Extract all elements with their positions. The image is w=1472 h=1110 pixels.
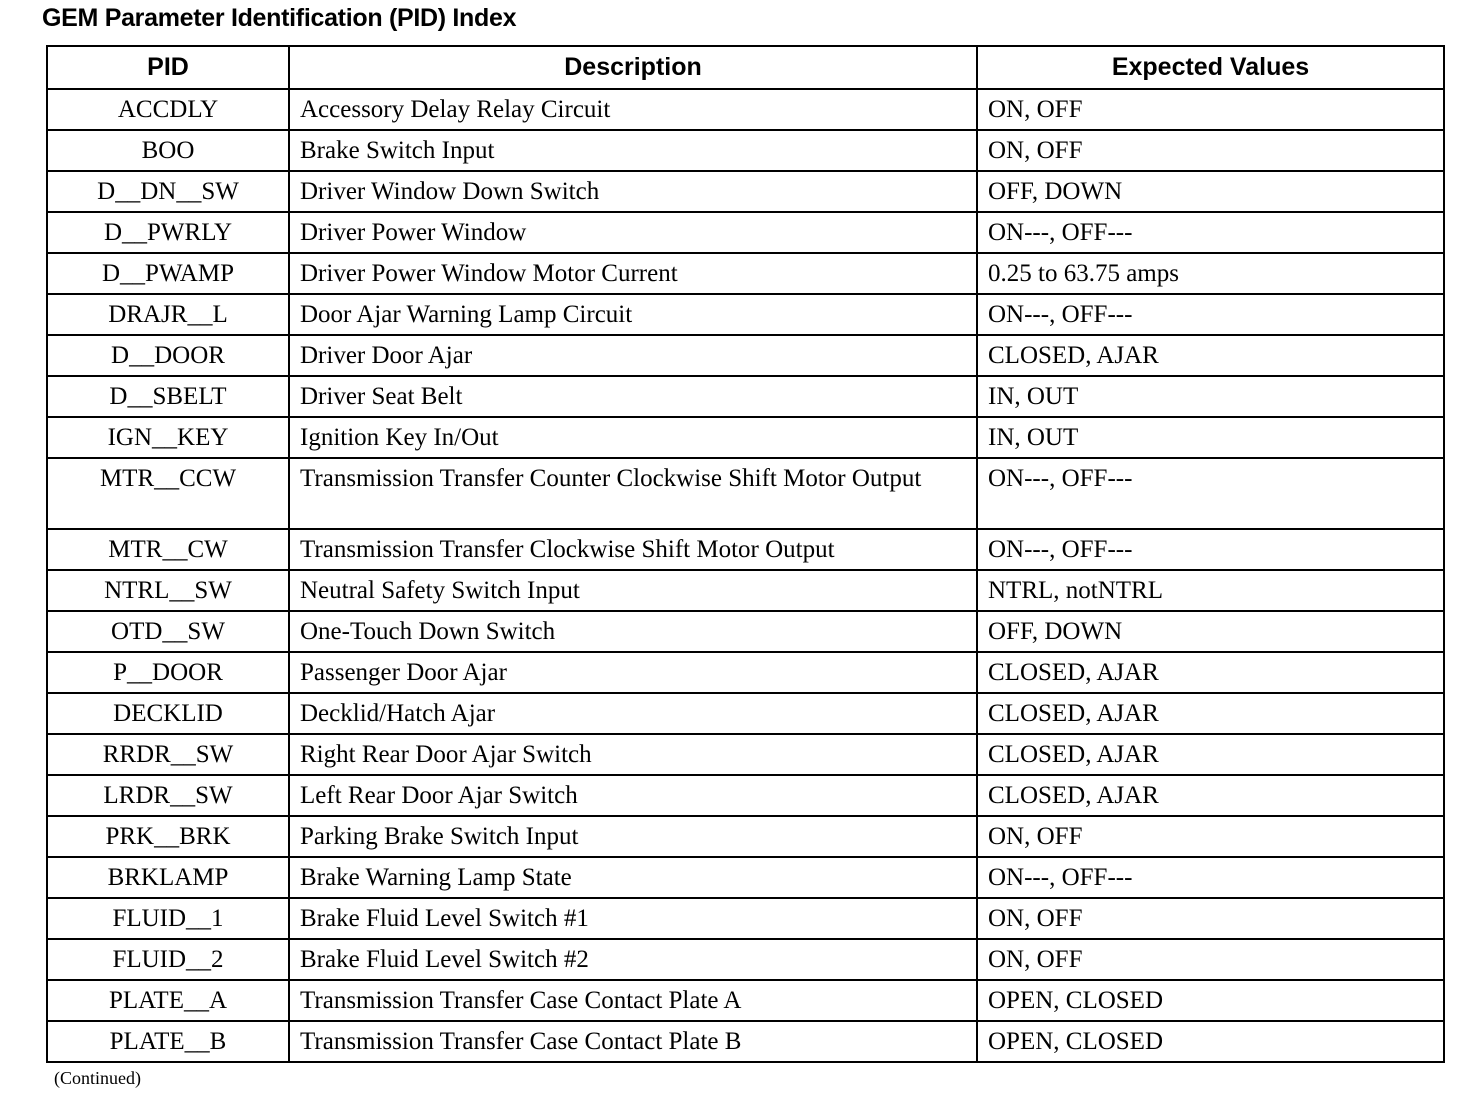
- table-row: [47, 775, 1444, 816]
- continued-note: (Continued): [54, 1068, 141, 1088]
- table-row: [47, 693, 1444, 734]
- pid-cell: OTD__SW: [47, 611, 289, 652]
- description-cell: Brake Fluid Level Switch #1: [289, 898, 977, 939]
- table-row: [47, 898, 1444, 939]
- expected-values-cell: ON---, OFF---: [977, 212, 1444, 253]
- pid-cell: P__DOOR: [47, 652, 289, 693]
- pid-cell: PRK__BRK: [47, 816, 289, 857]
- table-row: [47, 212, 1444, 253]
- pid-cell: PLATE__A: [47, 980, 289, 1021]
- table-header-row: [47, 46, 1444, 89]
- pid-cell: D__DOOR: [47, 335, 289, 376]
- expected-values-cell: ON, OFF: [977, 130, 1444, 171]
- column-header-expected-values: Expected Values: [977, 46, 1444, 89]
- table-row: [47, 939, 1444, 980]
- pid-cell: BRKLAMP: [47, 857, 289, 898]
- expected-values-cell: NTRL, notNTRL: [977, 570, 1444, 611]
- description-cell: Right Rear Door Ajar Switch: [289, 734, 977, 775]
- description-cell: Driver Window Down Switch: [289, 171, 977, 212]
- pid-cell: D__SBELT: [47, 376, 289, 417]
- pid-cell: RRDR__SW: [47, 734, 289, 775]
- pid-cell: NTRL__SW: [47, 570, 289, 611]
- pid-cell: ACCDLY: [47, 89, 289, 130]
- expected-values-cell: ON, OFF: [977, 898, 1444, 939]
- table-row: [47, 417, 1444, 458]
- description-cell: Ignition Key In/Out: [289, 417, 977, 458]
- pid-cell: DRAJR__L: [47, 294, 289, 335]
- description-cell: Neutral Safety Switch Input: [289, 570, 977, 611]
- description-cell: Brake Warning Lamp State: [289, 857, 977, 898]
- pid-cell: D__PWAMP: [47, 253, 289, 294]
- table-row: [47, 816, 1444, 857]
- description-cell: Door Ajar Warning Lamp Circuit: [289, 294, 977, 335]
- expected-values-cell: ON---, OFF---: [977, 458, 1444, 529]
- table-row: [47, 294, 1444, 335]
- column-header-description: Description: [289, 46, 977, 89]
- expected-values-cell: CLOSED, AJAR: [977, 775, 1444, 816]
- table-row: [47, 376, 1444, 417]
- description-cell: Passenger Door Ajar: [289, 652, 977, 693]
- expected-values-cell: IN, OUT: [977, 376, 1444, 417]
- page-title: GEM Parameter Identification (PID) Index: [42, 4, 517, 32]
- expected-values-cell: OFF, DOWN: [977, 171, 1444, 212]
- table-row: [47, 89, 1444, 130]
- description-cell: Driver Door Ajar: [289, 335, 977, 376]
- pid-cell: DECKLID: [47, 693, 289, 734]
- pid-cell: MTR__CW: [47, 529, 289, 570]
- table-row: [47, 570, 1444, 611]
- table-row: [47, 130, 1444, 171]
- expected-values-cell: 0.25 to 63.75 amps: [977, 253, 1444, 294]
- description-cell: Parking Brake Switch Input: [289, 816, 977, 857]
- pid-cell: LRDR__SW: [47, 775, 289, 816]
- expected-values-cell: ON, OFF: [977, 939, 1444, 980]
- description-cell: Decklid/Hatch Ajar: [289, 693, 977, 734]
- pid-cell: PLATE__B: [47, 1021, 289, 1062]
- expected-values-cell: ON---, OFF---: [977, 529, 1444, 570]
- table-row: [47, 652, 1444, 693]
- description-cell: Brake Fluid Level Switch #2: [289, 939, 977, 980]
- expected-values-cell: CLOSED, AJAR: [977, 693, 1444, 734]
- table-row: [47, 980, 1444, 1021]
- table-row: [47, 335, 1444, 376]
- pid-cell: MTR__CCW: [47, 458, 289, 529]
- pid-cell: FLUID__1: [47, 898, 289, 939]
- description-cell: Driver Power Window Motor Current: [289, 253, 977, 294]
- table-row: [47, 611, 1444, 652]
- description-cell: Left Rear Door Ajar Switch: [289, 775, 977, 816]
- expected-values-cell: ON, OFF: [977, 89, 1444, 130]
- expected-values-cell: ON---, OFF---: [977, 294, 1444, 335]
- description-cell: One-Touch Down Switch: [289, 611, 977, 652]
- expected-values-cell: IN, OUT: [977, 417, 1444, 458]
- table-row: [47, 171, 1444, 212]
- column-header-pid: PID: [47, 46, 289, 89]
- description-cell: Transmission Transfer Counter Clockwise Shift Motor Output: [289, 458, 977, 529]
- description-cell: Transmission Transfer Case Contact Plate B: [289, 1021, 977, 1062]
- description-cell: Transmission Transfer Clockwise Shift Motor Output: [289, 529, 977, 570]
- expected-values-cell: OPEN, CLOSED: [977, 1021, 1444, 1062]
- description-cell: Accessory Delay Relay Circuit: [289, 89, 977, 130]
- expected-values-cell: CLOSED, AJAR: [977, 335, 1444, 376]
- expected-values-cell: OFF, DOWN: [977, 611, 1444, 652]
- table-row: [47, 857, 1444, 898]
- expected-values-cell: CLOSED, AJAR: [977, 652, 1444, 693]
- pid-cell: BOO: [47, 130, 289, 171]
- description-cell: Driver Power Window: [289, 212, 977, 253]
- table-row: [47, 1021, 1444, 1062]
- table-row: [47, 253, 1444, 294]
- table-row: [47, 529, 1444, 570]
- expected-values-cell: CLOSED, AJAR: [977, 734, 1444, 775]
- pid-index-table: [46, 45, 1445, 1063]
- description-cell: Driver Seat Belt: [289, 376, 977, 417]
- table-row: [47, 458, 1444, 529]
- pid-cell: D__DN__SW: [47, 171, 289, 212]
- table-row: [47, 734, 1444, 775]
- pid-cell: FLUID__2: [47, 939, 289, 980]
- description-cell: Transmission Transfer Case Contact Plate A: [289, 980, 977, 1021]
- expected-values-cell: OPEN, CLOSED: [977, 980, 1444, 1021]
- pid-cell: D__PWRLY: [47, 212, 289, 253]
- expected-values-cell: ON, OFF: [977, 816, 1444, 857]
- expected-values-cell: ON---, OFF---: [977, 857, 1444, 898]
- description-cell: Brake Switch Input: [289, 130, 977, 171]
- pid-cell: IGN__KEY: [47, 417, 289, 458]
